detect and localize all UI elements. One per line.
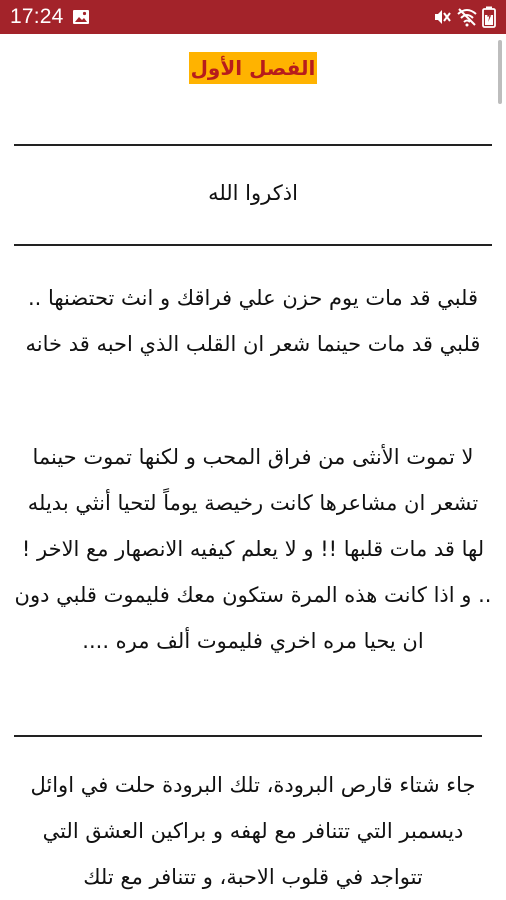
status-bar: [0, 0, 506, 34]
status-time: 17:24: [10, 5, 64, 28]
heading: اذكروا الله: [208, 181, 298, 205]
paragraph-1: قلبي قد مات يوم حزن علي فراقك و انث تحتضنها .. قلبي قد مات حينما شعر ان القلب الذي احبه قد خانه: [25, 286, 481, 356]
wifi-off-icon: [456, 7, 478, 27]
divider: [14, 735, 482, 737]
chapter-title-wrap: [0, 52, 506, 84]
chapter-content[interactable]: [0, 34, 506, 900]
battery-icon: [482, 6, 496, 28]
status-right: [432, 6, 496, 28]
paragraph-2: لا تموت الأنثى من فراق المحب و لكنها تموت حينما تشعر ان مشاعرها كانت رخيصة يوماً لتحيا أنثي بديله لها قد مات قلبها !! و لا يعلم كيفيه الانصهار مع الاخر ! .. و اذا كانت هذه المرة ستكون معك فليموت قلبي دون ان يحيا مره اخري فليموت ألف مره ....: [14, 445, 492, 653]
status-left: [10, 5, 90, 29]
image-icon: [72, 9, 90, 25]
paragraph-3: جاء شتاء قارص البرودة، تلك البرودة حلت في اوائل ديسمبر التي تتنافر مع لهفه و براكين العشق التي تتواجد في قلوب الاحبة، و تتنافر مع تلك: [30, 773, 476, 889]
chapter-title: الفصل الأول: [189, 52, 318, 84]
divider: [14, 144, 492, 146]
mute-icon: [432, 7, 452, 27]
divider: [14, 244, 492, 246]
